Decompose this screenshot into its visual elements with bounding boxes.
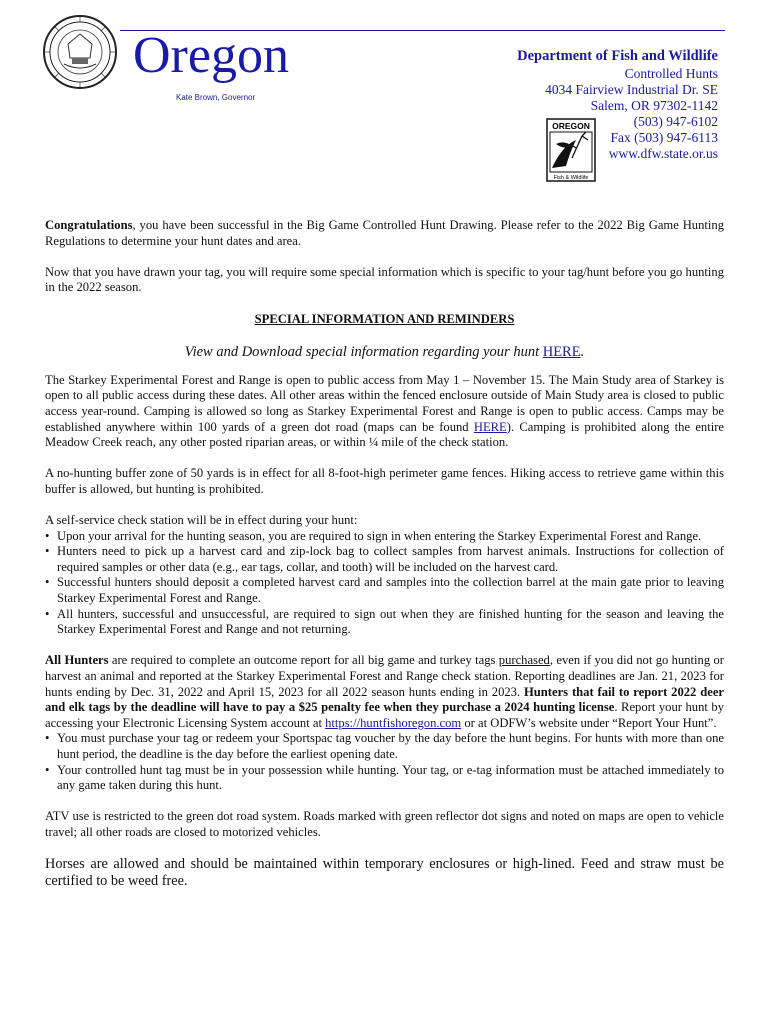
list-item (45, 544, 724, 575)
bullet-icon: • (45, 575, 50, 590)
buffer-zone-paragraph: A no-hunting buffer zone of 50 yards is in effect for all 8-foot-high perimeter game fences. Hiking access to retrieve game within this buffer is allowed, but hunting is prohibited. (45, 466, 724, 496)
department-name: Department of Fish and Wildlife (517, 48, 718, 64)
huntfishoregon-link[interactable]: https://huntfishoregon.com (325, 715, 462, 730)
address-line-2: Salem, OR 97302-1142 (590, 98, 718, 113)
penalty-warning-bold: Hunters that fail to report 2022 deer and elk tags by the deadline will have to pay a $25 penalty fee when they purchase a 2024 hunting license (45, 684, 724, 715)
list-item-text: Upon your arrival for the hunting season, you are required to sign in when entering the Starkey Experimental Forest and Range. (57, 528, 702, 543)
address-line-1: 4034 Fairview Industrial Dr. SE (545, 82, 718, 97)
state-name: Oregon (133, 27, 289, 84)
starkey-text-b: ). Camping is prohibited along the entire Meadow Creek reach, any other posted riparian areas, or within ¼ mile of the check station. (45, 419, 724, 450)
section-title: SPECIAL INFORMATION AND REMINDERS (254, 311, 515, 326)
list-item-text: Successful hunters should deposit a completed harvest card and samples into the collection barrel at the main gate prior to leaving Starkey Experimental Forest and Range. (57, 575, 724, 606)
list-item (45, 607, 724, 638)
list-item-text: Your controlled hunt tag must be in your possession while hunting. Your tag, or e-tag information must be attached immediately to any game taken during this hunt. (57, 762, 724, 793)
view-download-end: . (580, 343, 585, 360)
intro-paragraph: Now that you have drawn your tag, you will require some special information which is specific to your tag/hunt before you go hunting in the 2022 season. (45, 264, 724, 295)
phone-number: (503) 947-6102 (633, 114, 718, 129)
horses-paragraph: Horses are allowed and should be maintained within temporary enclosures or high-lined. Feed and straw must be certified to be weed free. (45, 856, 724, 890)
bullet-icon: • (45, 528, 50, 543)
starkey-text-a: The Starkey Experimental Forest and Range is open to public access from May 1 – November 15. The Main Study area of Starkey is open to all public access during these dates. All other areas within the fenced enclosure outside of Main Study area is closed to public access year-round. Camping is allowed so long as Starkey Experimental Forest and Range is open to public access. Camps may be established anywhere within 100 yards of a green dot road (maps can be found (45, 372, 724, 434)
purchased-underlined: purchased (498, 653, 550, 668)
letter-body (45, 218, 724, 906)
reporting-text-c: . Report your hunt by accessing your Electronic Licensing System account at (45, 700, 724, 730)
state-seal-icon (42, 14, 118, 90)
list-item-text: Hunters need to pick up a harvest card and zip-lock bag to collect samples from harvest animals. Instructions for collection of required samples or other data (e.g., ear tags, collar, and tooth) will be included on the harvest card. (57, 544, 724, 574)
division-name: Controlled Hunts (624, 66, 718, 81)
check-station-intro: A self-service check station will be in effect during your hunt: (45, 513, 358, 528)
website[interactable]: www.dfw.state.or.us (608, 146, 718, 161)
view-download-line (45, 343, 724, 361)
congratulations-text: , you have been successful in the Big Game Controlled Hunt Drawing. Please refer to the 2022 Big Game Hunting Regulations to determine your hunt dates and area. (45, 218, 724, 248)
list-item (45, 763, 724, 794)
bullet-icon: • (45, 606, 50, 621)
bullet-icon: • (45, 544, 50, 559)
maps-here-link[interactable]: HERE (473, 419, 507, 434)
bullet-icon: • (45, 762, 50, 777)
atv-paragraph: ATV use is restricted to the green dot road system. Roads marked with green reflector dot signs and noted on maps are open to vehicle travel; all other roads are closed to motorized vehicles. (45, 809, 724, 839)
reporting-text-d: or at ODFW’s website under “Report Your Hunt”. (461, 715, 717, 730)
list-item (45, 575, 724, 606)
all-hunters-bold: All Hunters (45, 653, 109, 668)
view-download-text: View and Download special information regarding your hunt (184, 343, 543, 360)
list-item (45, 529, 724, 545)
view-download-here-link[interactable]: HERE (542, 343, 581, 360)
reporting-paragraph (45, 653, 724, 731)
governor-name: Kate Brown, Governor (176, 93, 256, 102)
bullet-icon: • (45, 731, 50, 746)
list-item-text: You must purchase your tag or redeem your Sportspac tag voucher by the day before the hunt begins. For hunts with more than one hunt period, the deadline is the day before the earliest opening date. (57, 731, 724, 761)
starkey-access-paragraph (45, 373, 724, 451)
odfw-logo-icon (546, 118, 596, 182)
list-item (45, 731, 724, 762)
list-item-text: All hunters, successful and unsuccessful, are required to sign out when they are finished hunting for the season and leaving the Starkey Experimental Forest and Range and not returning. (57, 606, 724, 637)
tag-rules-list (45, 731, 724, 793)
reporting-text-a: are required to complete an outcome report for all big game and turkey tags (108, 653, 499, 668)
congratulations-bold: Congratulations (45, 218, 133, 232)
congratulations-paragraph (45, 218, 724, 249)
check-station-list (45, 529, 724, 638)
reporting-text-b: , even if you did not go hunting or harvest an animal and reported at the Starkey Experimental Forest and Range check station. Reporting deadlines are Jan. 21, 2023 for hunts ending by Dec. 31, 2022 and April 15, 2023 for all 2022 season hunts ending in 2023. (45, 653, 724, 699)
logo-top-text: OREGON (552, 121, 590, 131)
logo-bottom-text: Fish & Wildlife (553, 175, 589, 181)
fax-number: Fax (503) 947-6113 (610, 130, 718, 145)
